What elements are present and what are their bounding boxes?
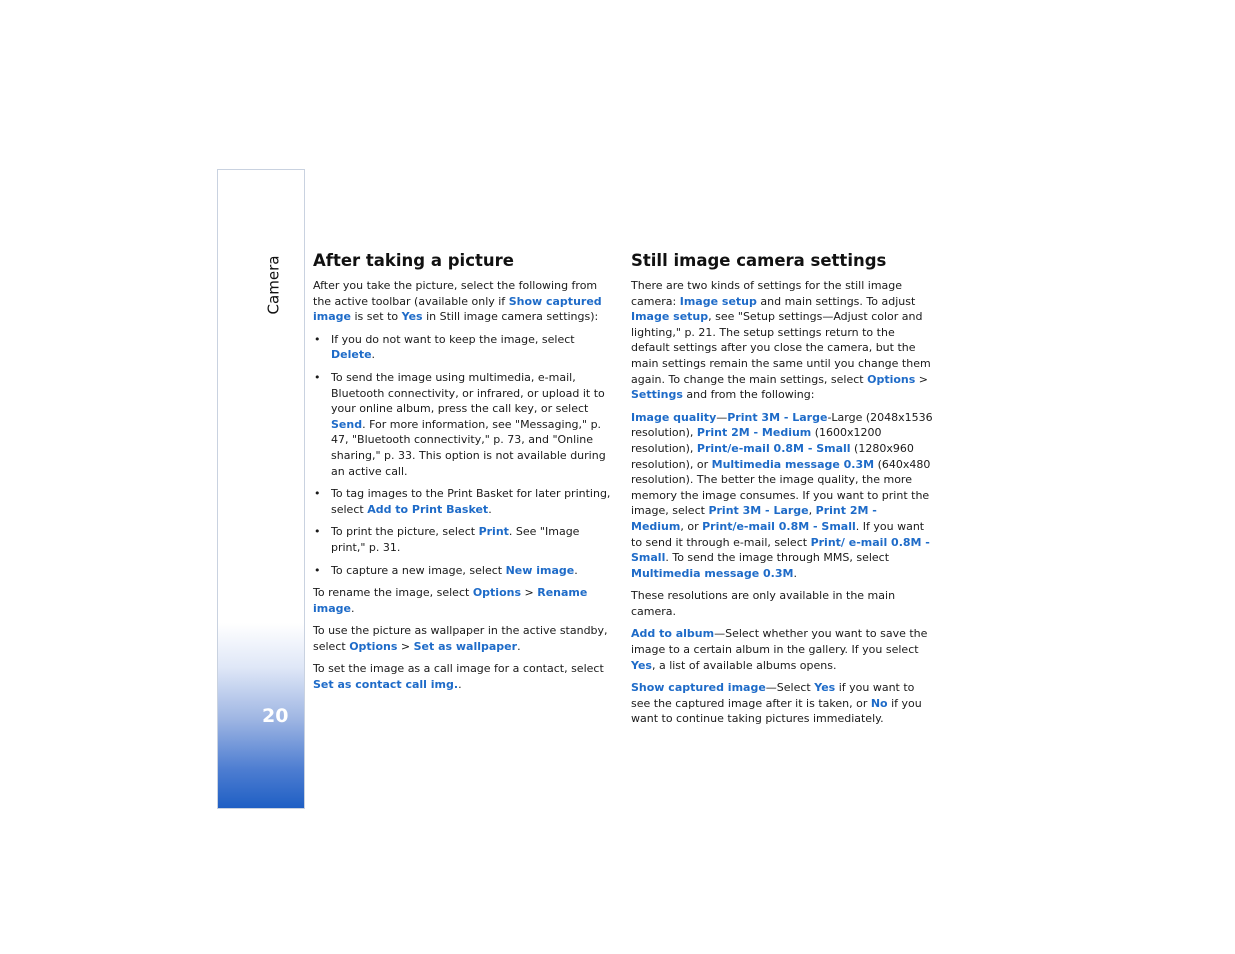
text: (640x480 resolution). The better the image quality, the more memory the image consumes. If you want to print the image, select bbox=[631, 457, 931, 518]
keyword: Rename image bbox=[313, 586, 588, 615]
text: To set the image as a call image for a contact, select bbox=[313, 662, 604, 676]
keyword: Add to album bbox=[631, 627, 715, 641]
text: . To send the image through MMS, select bbox=[665, 551, 890, 565]
keyword: Yes bbox=[631, 658, 652, 672]
keyword: Print/e-mail 0.8M - Small bbox=[696, 441, 851, 455]
text: . For more information, see "Messaging," p. 47, "Bluetooth connectivity," p. 73, and "Online sharing," p. 33. This option is not available during an active call. bbox=[331, 417, 606, 478]
keyword: Image setup bbox=[631, 310, 709, 324]
text: in Still image camera settings): bbox=[422, 310, 599, 324]
text: . bbox=[458, 678, 462, 692]
keyword: Set as contact call img. bbox=[313, 678, 459, 692]
keyword: Yes bbox=[814, 681, 836, 695]
image-quality-paragraph bbox=[631, 410, 933, 582]
rename-paragraph bbox=[313, 585, 613, 616]
text: . See "Image print," p. 31. bbox=[331, 525, 580, 554]
keyword: Yes bbox=[401, 310, 423, 324]
keyword: Options bbox=[349, 639, 398, 653]
text: . bbox=[574, 563, 578, 577]
keyword: Multimedia message 0.3M bbox=[631, 566, 794, 580]
keyword: Show captured image bbox=[313, 294, 602, 324]
keyword: Set as wallpaper bbox=[413, 639, 518, 653]
text: (1600x1200 resolution), bbox=[631, 426, 882, 455]
text: To use the picture as wallpaper in the active standby, select bbox=[313, 624, 608, 653]
text: , or bbox=[680, 519, 703, 533]
keyword: Options bbox=[867, 372, 916, 386]
text: , see "Setup settings—Adjust color and lighting," p. 21. The setup settings return to the default settings after you close the camera, but the main settings remain the same until you change them again. To change the main settings, select bbox=[631, 310, 931, 386]
text: (1280x960 resolution), or bbox=[631, 441, 914, 471]
text: . bbox=[371, 348, 376, 362]
keyword: Image setup bbox=[679, 294, 757, 308]
keyword: Print 2M - Medium bbox=[631, 504, 877, 533]
text: if you want to see the captured image after it is taken, or bbox=[631, 681, 915, 710]
add-to-album-paragraph bbox=[631, 626, 933, 673]
left-intro bbox=[313, 278, 613, 325]
right-column bbox=[631, 251, 933, 734]
settings-intro bbox=[631, 278, 933, 403]
text: > bbox=[397, 639, 414, 653]
keyword: Options bbox=[472, 586, 522, 600]
text: . bbox=[793, 566, 797, 580]
text: > bbox=[521, 586, 538, 600]
section-label-text: Camera bbox=[264, 255, 282, 315]
keyword: Send bbox=[331, 417, 363, 431]
text: > bbox=[915, 372, 929, 386]
text: If you do not want to keep the image, select bbox=[331, 332, 575, 346]
text: There are two kinds of settings for the still image camera: bbox=[631, 279, 903, 308]
text: if you want to continue taking pictures immediately. bbox=[631, 696, 922, 726]
text: — bbox=[716, 410, 728, 424]
page-number: 20 bbox=[262, 705, 289, 727]
keyword: Print 3M - Large bbox=[727, 410, 828, 424]
left-column bbox=[313, 251, 613, 700]
right-heading: Still image camera settings bbox=[631, 251, 887, 270]
text: . If you want to send it through e-mail, select bbox=[631, 519, 925, 549]
text: , a list of available albums opens. bbox=[651, 658, 837, 672]
left-heading: After taking a picture bbox=[313, 251, 514, 270]
list-item bbox=[313, 563, 613, 579]
wallpaper-paragraph bbox=[313, 623, 613, 654]
text: . bbox=[517, 639, 521, 653]
keyword: Image quality bbox=[631, 410, 717, 424]
list-item bbox=[313, 486, 613, 517]
text: is set to bbox=[351, 310, 402, 324]
list-item bbox=[313, 332, 613, 363]
text: —Select bbox=[765, 681, 815, 695]
text: To tag images to the Print Basket for later printing, select bbox=[331, 487, 611, 516]
options-list bbox=[313, 332, 613, 578]
text: . bbox=[351, 601, 355, 615]
list-item bbox=[313, 370, 613, 479]
resolutions-note: These resolutions are only available in the main camera. bbox=[631, 589, 896, 618]
keyword: Multimedia message 0.3M bbox=[711, 457, 875, 471]
text: . bbox=[488, 502, 492, 516]
keyword: Print bbox=[478, 525, 509, 539]
text: and from the following: bbox=[682, 388, 815, 402]
text: and main settings. To adjust bbox=[756, 294, 916, 308]
list-item bbox=[313, 524, 613, 555]
text: -Large (2048x1536 resolution), bbox=[631, 410, 933, 440]
keyword: Print 3M - Large bbox=[708, 504, 809, 518]
text: —Select whether you want to save the image to a certain album in the gallery. If you select bbox=[631, 627, 928, 657]
keyword: No bbox=[870, 696, 888, 710]
text: To rename the image, select bbox=[313, 586, 473, 600]
keyword: New image bbox=[505, 563, 575, 577]
keyword: Show captured image bbox=[631, 681, 766, 695]
keyword: Add to Print Basket bbox=[367, 502, 489, 516]
keyword: Print/ e-mail 0.8M - Small bbox=[631, 535, 930, 565]
keyword: Delete bbox=[331, 348, 372, 362]
text: To print the picture, select bbox=[331, 525, 479, 539]
text: To send the image using multimedia, e-mail, Bluetooth connectivity, or infrared, or upload it to your online album, press the call key, or select bbox=[331, 370, 605, 416]
text: , bbox=[808, 504, 816, 518]
text: To capture a new image, select bbox=[331, 563, 506, 577]
keyword: Print 2M - Medium bbox=[696, 426, 812, 440]
keyword: Print/e-mail 0.8M - Small bbox=[702, 519, 856, 533]
keyword: Settings bbox=[631, 388, 683, 402]
section-label bbox=[262, 255, 284, 315]
show-captured-paragraph bbox=[631, 680, 933, 727]
text: After you take the picture, select the following from the active toolbar (available only if bbox=[313, 279, 598, 308]
call-image-paragraph bbox=[313, 661, 613, 692]
